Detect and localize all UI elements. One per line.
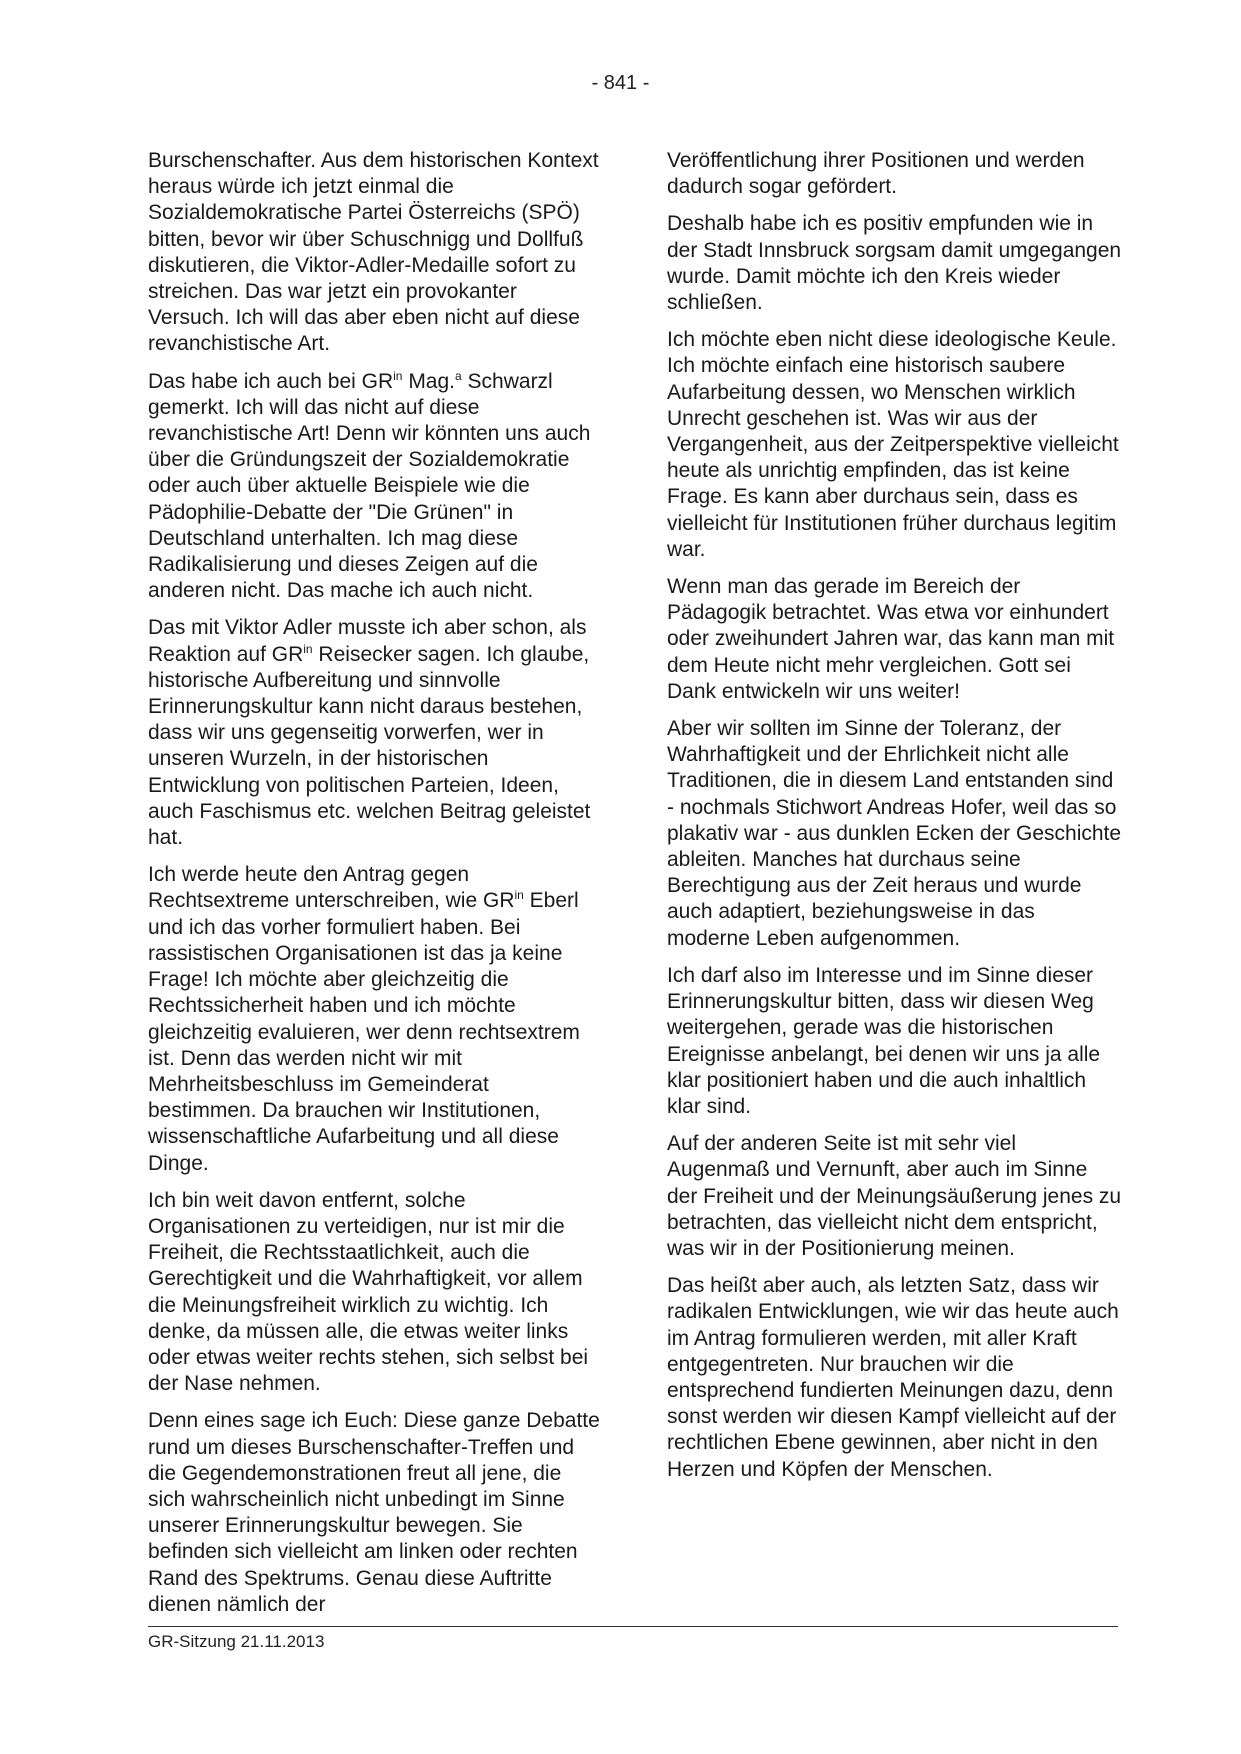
paragraph: Deshalb habe ich es positiv empfunden wie in der Stadt Innsbruck sorgsam damit umgegangen wurde. Damit möchte ich den Kreis wieder schließen.: [667, 212, 1122, 315]
paragraph: Aber wir sollten im Sinne der Toleranz, der Wahrhaftigkeit und der Ehrlichkeit nicht alle Traditionen, die in diesem Land entstanden sind - nochmals Stichwort Andreas Hofer, weil das so plakativ war - aus dunklen Ecken der Geschichte ableiten. Manches hat durchaus seine Berechtigung aus der Zeit heraus und wurde auch adaptiert, beziehungsweise in das moderne Leben aufgenommen.: [667, 717, 1122, 950]
footer-session-date: GR-Sitzung 21.11.2013: [148, 1632, 325, 1651]
paragraph: Das mit Viktor Adler musste ich aber schon, als Reaktion auf $GR^{in}$ Reisecker sagen. Ich glaube, historische Aufbereitung und sinnvolle Erinnerungskultur kann nicht daraus bestehen, dass wir uns gegenseitig vorwerfen, wer in unseren Wurzeln, in der historischen Entwicklung von politischen Parteien, Ideen, auch Faschismus etc. welchen Beitrag geleistet hat.: [148, 616, 591, 850]
paragraph: Ich darf also im Interesse und im Sinne dieser Erinnerungskultur bitten, dass wir diesen Weg weitergehen, gerade was die historischen Ereignisse anbelangt, bei denen wir uns ja alle klar positioniert haben und die auch inhaltlich klar sind.: [667, 963, 1101, 1118]
paragraph: Ich bin weit davon entfernt, solche Organisationen zu verteidigen, nur ist mir die Freiheit, die Rechtsstaatlichkeit, auch die Gerechtigkeit und die Wahrhaftigkeit, vor allem die Meinungsfreiheit wirklich zu wichtig. Ich denke, da müssen alle, die etwas weiter links oder etwas weiter rechts stehen, sich selbst bei der Nase nehmen.: [148, 1188, 589, 1396]
paragraph: Wenn man das gerade im Bereich der Pädagogik betrachtet. Was etwa vor einhundert oder zweihundert Jahren war, das kann man mit dem Heute nicht mehr vergleichen. Gott sei Dank entwickeln wir uns weiter!: [667, 575, 1115, 703]
right-column: [667, 148, 1122, 1494]
paragraph: Auf der anderen Seite ist mit sehr viel Augenmaß und Vernunft, aber auch im Sinne der Freiheit und der Meinungsäußerung jenes zu betrachten, das vielleicht nicht dem entspricht, was wir in der Positionierung meinen.: [667, 1132, 1122, 1260]
paragraph: Das heißt aber auch, als letzten Satz, dass wir radikalen Entwicklungen, wie wir das heute auch im Antrag formulieren werden, mit aller Kraft entgegentreten. Nur brauchen wir die entsprechend fundierten Meinungen dazu, denn sonst werden wir diesen Kampf vielleicht auf der rechtlichen Ebene gewinnen, aber nicht in den Herzen und Köpfen der Menschen.: [667, 1274, 1119, 1481]
page-number: - 841 -: [591, 72, 650, 94]
paragraph: Denn eines sage ich Euch: Diese ganze Debatte rund um dieses Burschenschafter-Treffen und die Gegendemonstrationen freut all jene, die sich wahrscheinlich nicht unbedingt im Sinne unserer Erinnerungskultur bewegen. Sie befinden sich vielleicht am linken oder rechten Rand des Spektrums. Genau diese Auftritte dienen nämlich der: [148, 1409, 600, 1616]
paragraph: Veröffentlichung ihrer Positionen und werden dadurch sogar gefördert.: [667, 149, 1085, 199]
paragraph: Ich möchte eben nicht diese ideologische Keule. Ich möchte einfach eine historisch saubere Aufarbeitung dessen, wo Menschen wirklich Unrecht geschehen ist. Was wir aus der Vergangenheit, aus der Zeitperspektive vielleicht heute als unrichtig empfinden, das ist keine Frage. Es kann aber durchaus sein, dass es vielleicht für Institutionen früher durchaus legitim war.: [667, 328, 1119, 561]
paragraph: Burschenschafter. Aus dem historischen Kontext heraus würde ich jetzt einmal die Sozialdemokratische Partei Österreichs (SPÖ) bitten, bevor wir über Schuschnigg und Dollfuß diskutieren, die Viktor-Adler-Medaille sofort zu streichen. Das war jetzt ein provokanter Versuch. Ich will das aber eben nicht auf diese revanchistische Art.: [148, 149, 599, 356]
paragraph: Das habe ich auch bei $GR^{in}$ Mag.$^a$ Schwarzl gemerkt. Ich will das nicht auf diese revanchistische Art! Denn wir könnten uns auch über die Gründungszeit der Sozialdemokratie oder auch über aktuelle Beispiele wie die Pädophilie-Debatte der "Die Grünen" in Deutschland unterhalten. Ich mag diese Radikalisierung und dieses Zeigen auf die anderen nicht. Das mache ich auch nicht.: [148, 368, 591, 603]
left-column: [148, 148, 603, 1629]
paragraph: Ich werde heute den Antrag gegen Rechtsextreme unterschreiben, wie $GR^{in}$ Eberl und ich das vorher formuliert haben. Bei rassistischen Organisationen ist das ja keine Frage! Ich möchte aber gleichzeitig die Rechtssicherheit haben und ich möchte gleichzeitig evaluieren, wer denn rechtsextrem ist. Denn das werden nicht wir mit Mehrheitsbeschluss im Gemeinderat bestimmen. Da brauchen wir Institutionen, wissenschaftliche Aufarbeitung und all diese Dinge.: [148, 863, 580, 1175]
footer-divider: [148, 1626, 1118, 1627]
